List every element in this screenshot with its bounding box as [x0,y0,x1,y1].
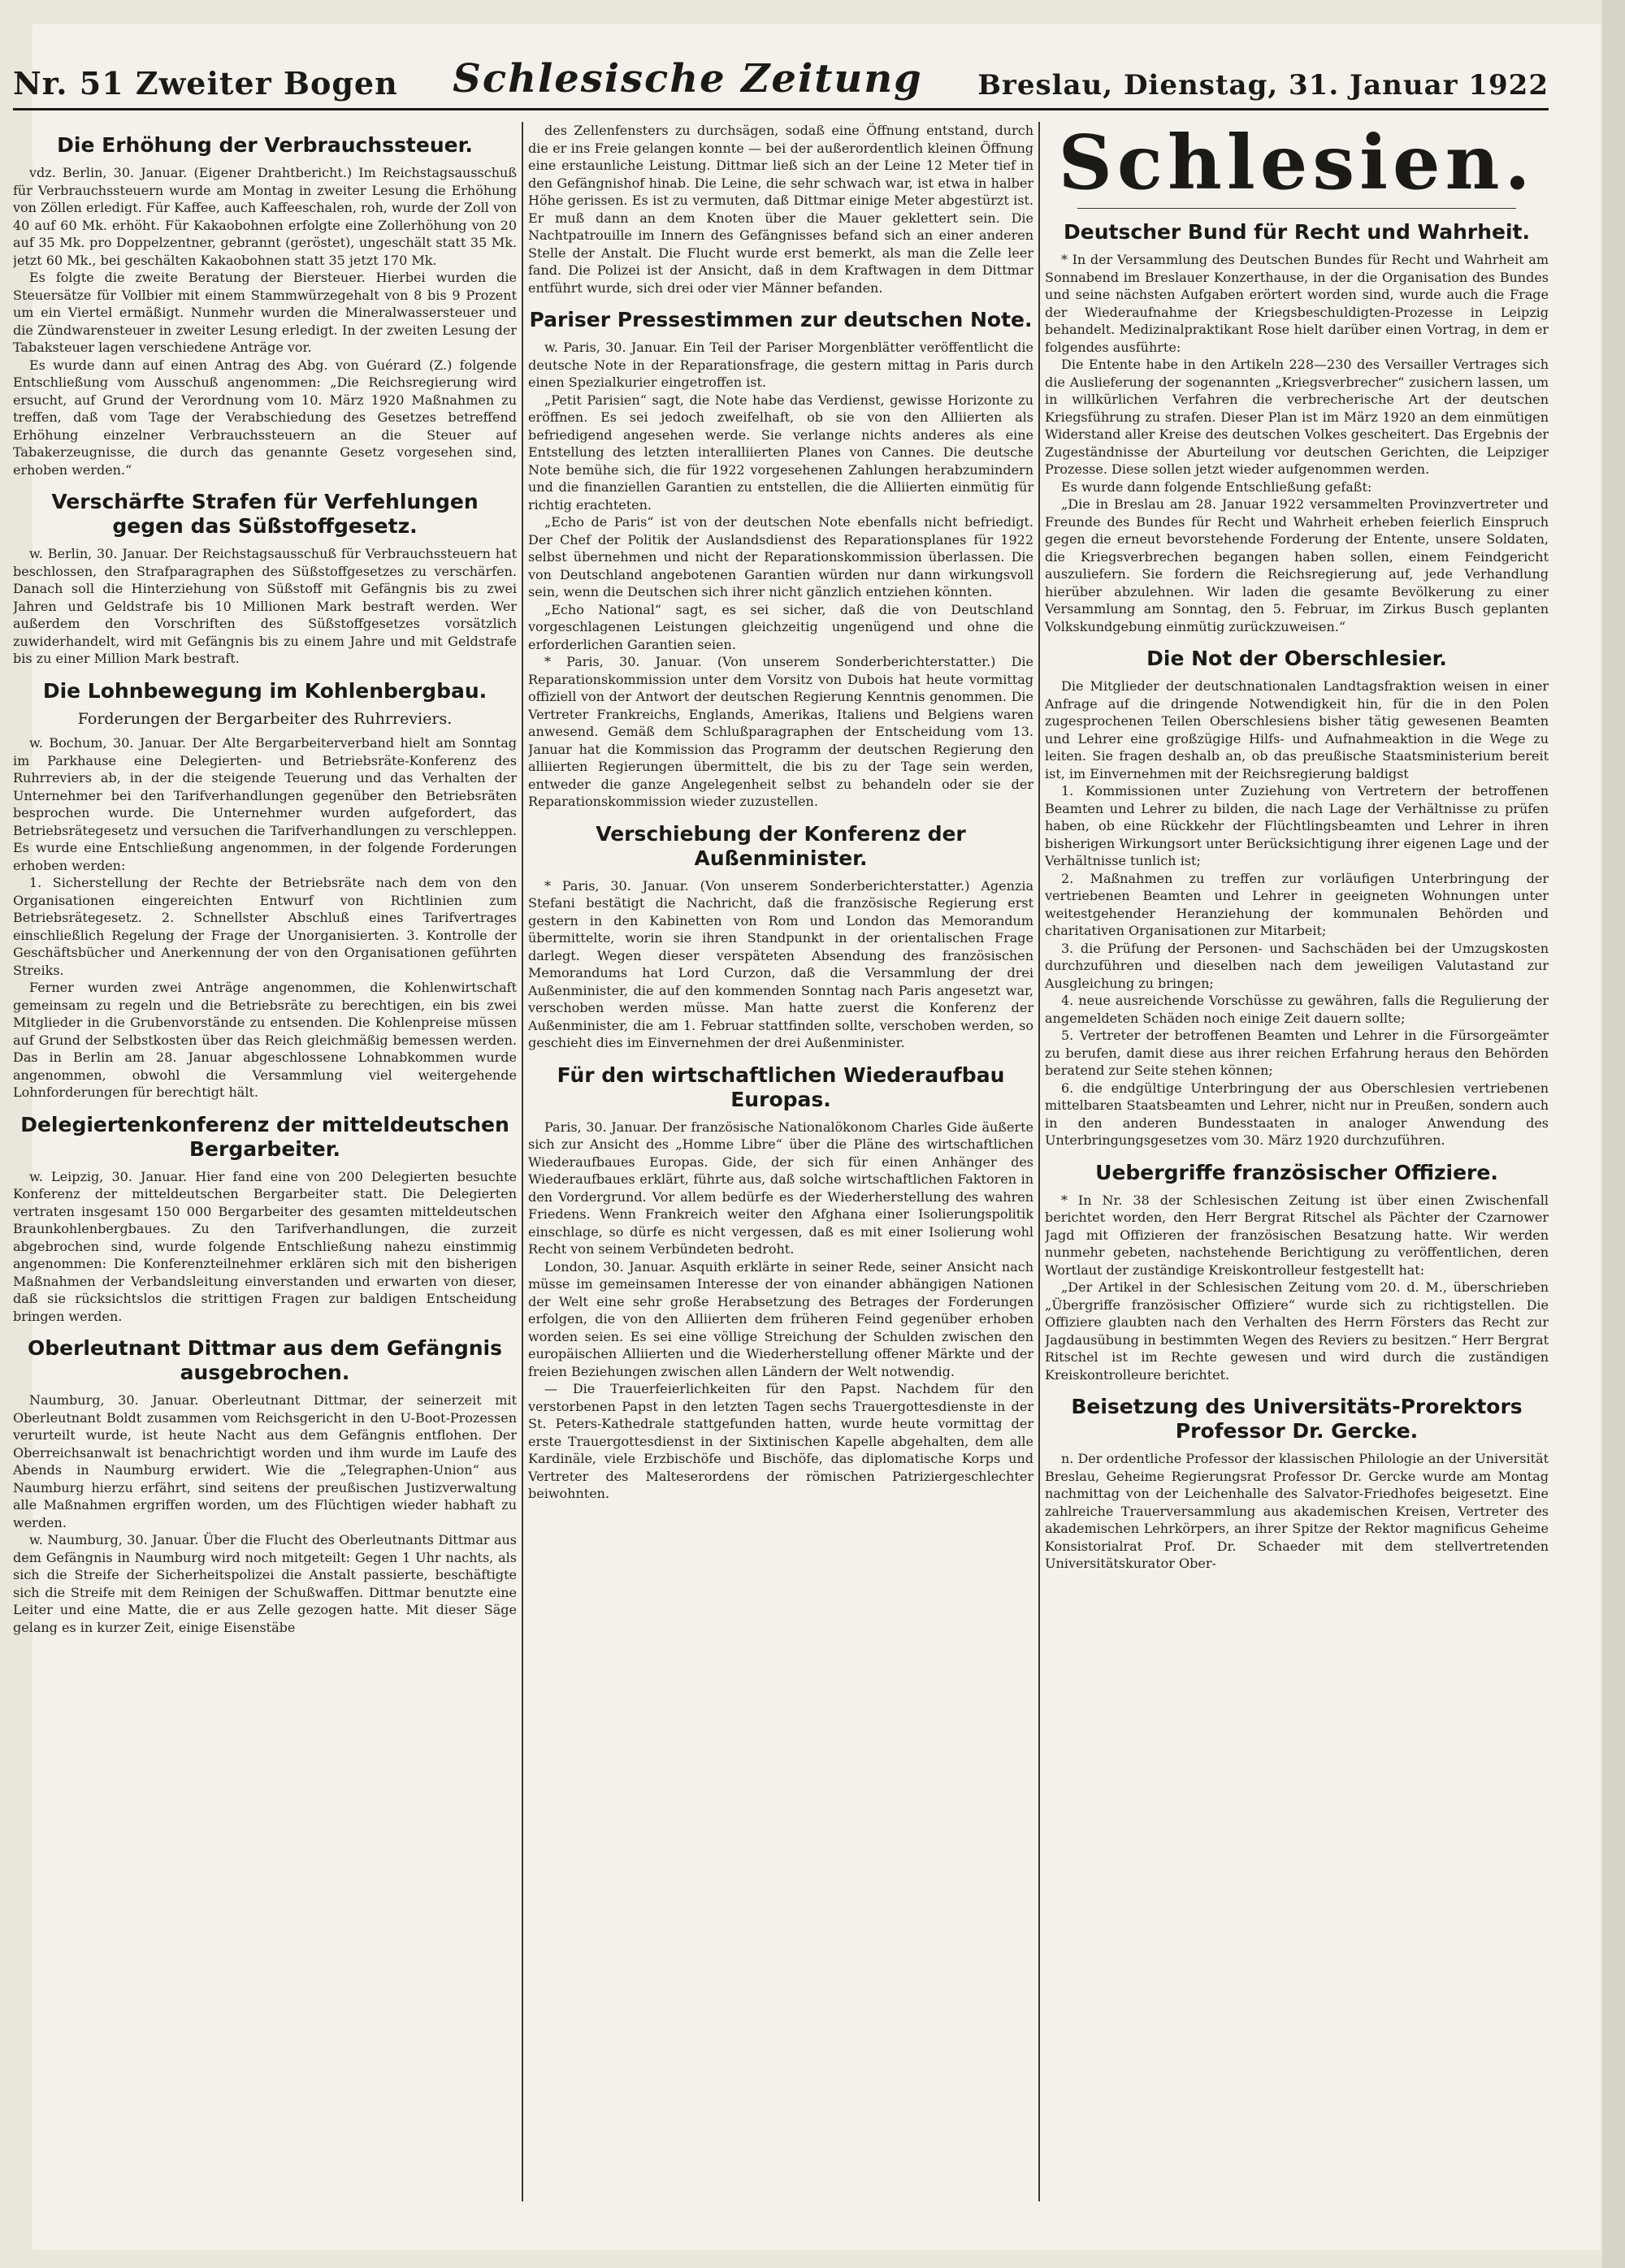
article-paragraph: w. Berlin, 30. Januar. Der Reichstagsausschuß für Verbrauchssteuern hat beschlossen, den Strafparagraphen des Süßstoffgesetzes zu verschärfen. Danach soll die Hinterziehung von Süßstoff mit Gefängnis bis zu zwei Jahren und Geldstrafe bis 10 Millionen Mark bestraft werden. Wer außerdem den Vorschriften des Süßstoffgesetzes vorsätzlich zuwiderhandelt, wird mit Gefängnis bis zu einem Jahre und mit Geldstrafe bis zu einer Million Mark bestraft. [13,546,517,666]
article-paragraph: 1. Sicherstellung der Rechte der Betriebsräte nach dem von den Organisationen eingereichten Entwurf von Richtlinien zum Betriebsrätegesetz. 2. Schnellster Abschluß eines Tarifvertrages einschließlich Regelung der Frage der Unorganisierten. 3. Kontrolle der Geschäftsbücher und Anerkennung der von den Organisationen geführten Streiks. [13,875,517,978]
article-paragraph: * In der Versammlung des Deutschen Bundes für Recht und Wahrheit am Sonnabend im Breslauer Konzerthause, in der die Organisation des Bundes und seine nächsten Aufgaben erörtert worden sind, wurde auch die Frage der Wiederaufnahme der Kriegsbeschuldigten-Prozesse in Leipzig behandelt. Medizinalpraktikant Rose hielt darüber einen Vortrag, in dem er folgendes ausführte: [1045,252,1549,355]
article-paragraph: „Die in Breslau am 28. Januar 1922 versammelten Provinzvertreter und Freunde des Bundes für Recht und Wahrheit erheben feierlich Einspruch gegen die erneut bevorstehende Forderung der Entente, unsere Soldaten, die Kriegsverbrechen begangen haben sollen, einem Feindgericht auszuliefern. Sie fordern die Reichsregierung auf, jede Verhandlung hierüber abzulehnen. Wir laden die gesamte Bevölkerung zu einer Versammlung am Sonntag, den 5. Februar, im Zirkus Busch geplanten Volkskundgebung einmütig zurückzuweisen.“ [1045,496,1549,634]
article-paragraph: Naumburg, 30. Januar. Oberleutnant Dittmar, der seinerzeit mit Oberleutnant Boldt zusammen vom Reichsgericht in den U-Boot-Prozessen verurteilt wurde, ist heute Nacht aus dem Gefängnis entflohen. Der Oberreichsanwalt ist benachrichtigt worden und ihm wurde im Laufe des Abends in Naumburg erwidert. Wie die „Telegraphen-Union“ aus Naumburg hierzu erfährt, sind seitens der preußischen Justizverwaltung alle Maßnahmen ergriffen worden, um des Flüchtigen wieder habhaft zu werden. [13,1392,517,1530]
article-paragraph: n. Der ordentliche Professor der klassischen Philologie an der Universität Breslau, Geheime Regierungsrat Professor Dr. Gercke wurde am Montag nachmittag von der Leichenhalle des Salvator-Friedhofes beigesetzt. Eine zahlreiche Trauerversammlung aus akademischen Kreisen, Vertreter des akademischen Lehrkörpers, an ihrer Spitze der Rektor magnificus Geheime Konsistorialrat Prof. Dr. Schaeder mit dem stellvertretenden Universitätskurator Ober- [1045,1451,1549,1571]
article [13,1336,517,1636]
article-paragraph: * In Nr. 38 der Schlesischen Zeitung ist über einen Zwischenfall berichtet worden, den Herr Bergrat Ritschel als Pächter der Czarnower Jagd mit Offizieren der französischen Besatzung hatte. Wir werden nunmehr gebeten, nachstehende Berichtigung zu veröffentlichen, deren Wortlaut der zuständige Kreiskontrolleur festgestellt hat: [1045,1192,1549,1278]
article-paragraph: „Der Artikel in der Schlesischen Zeitung vom 20. d. M., überschrieben „Übergriffe französischer Offiziere“ wurde sich zu richtigstellen. Die Offiziere glaubten nach den Verhalten des Herrn Försters das Recht zur Jagdausübung in bestimmten Wegen des Reviers zu besitzen.“ Herr Bergrat Ritschel ist im Rechte gewesen und wird durch die zuständigen Kreiskontrolleure berichtet. [1045,1279,1549,1383]
article-paragraph: w. Leipzig, 30. Januar. Hier fand eine von 200 Delegierten besuchte Konferenz der mitteldeutschen Bergarbeiter statt. Die Delegierten vertraten insgesamt 150 000 Bergarbeiter des gesamten mitteldeutschen Braunkohlenbergbaues. Zu den Tarifverhandlungen, die zurzeit abgebrochen sind, wurde folgende Entschließung nahezu einstimmig angenommen: Die Konferenzteilnehmer erklären sich mit den bisherigen Maßnahmen der Verbandsleitung einverstanden und erwarten von dieser, daß sie rücksichtslos die strittigen Fragen zur baldigen Entscheidung bringen werden. [13,1168,517,1324]
article [528,122,1034,296]
section-divider [1077,208,1516,209]
article-paragraph: w. Paris, 30. Januar. Ein Teil der Pariser Morgenblätter veröffentlicht die deutsche Note in der Reparationsfrage, die gestern mittag in Paris durch einen Spezialkurier eingetroffen ist. [528,340,1034,390]
article-paragraph: „Petit Parisien“ sagt, die Note habe das Verdienst, gewisse Horizonte zu eröffnen. Es sei jedoch zweifelhaft, ob sie von den Alliierten als befriedigend angesehen werde. Sie verlange nichts anderes als eine Entstellung des letzten interalliierten Planes von Cannes. Die deutsche Note bemühe sich, die für 1922 vorgesehenen Zahlungen herabzumindern und die finanziellen Garantien zu entstellen, die die Alliierten einmütig für richtig erachteten. [528,392,1034,513]
newspaper-title: Schlesische Zeitung [453,56,923,102]
article [1045,647,1549,1149]
article-paragraph: 1. Kommissionen unter Zuziehung von Vertretern der betroffenen Beamten und Lehrer zu bilden, die nach Lage der Verhältnisse zu prüfen haben, ob eine Rückkehr der Flüchtlingsbeamten und Lehrer in ihren bisherigen Wirkungsort unter Berücksichtigung ihrer eigenen Lage und der Verhältnisse tunlich ist; [1045,783,1549,868]
issue-number: Nr. 51 Zweiter Bogen [13,65,398,102]
article-headline: Deutscher Bund für Recht und Wahrheit. [1063,220,1531,244]
article-headline: Pariser Pressestimmen zur deutschen Note. [529,308,1033,331]
article-paragraph: * Paris, 30. Januar. (Von unserem Sonderberichterstatter.) Agenzia Stefani bestätigt die Nachricht, daß die französische Regierung erst gestern in den Kabinetten von Rom und London das Memorandum übermittelte, worin sie ihren Standpunkt in der orientalischen Frage darlegt. Wegen dieser verspäteten Absendung des französischen Memorandums hat Lord Curzon, daß die Versammlung der drei Außenminister, die auf den kommenden Sonntag nach Paris angesetzt war, verschoben werden müsse. Man hatte zuerst die Konferenz der Außenminister, die am 1. Februar stattfinden sollte, verschoben werden, so geschieht dies im Einvernehmen der drei Außenminister. [528,877,1034,1050]
article [1045,1161,1549,1384]
article [13,679,517,1102]
column-2 [528,122,1034,2201]
article-headline: Beisetzung des Universitäts-Prorektors Professor Dr. Gercke. [1071,1395,1523,1443]
article-paragraph: 5. Vertreter der betroffenen Beamten und Lehrer in die Fürsorgeämter zu berufen, damit diese aus ihrer reichen Erfahrung heraus den Behörden beratend zur Seite stehen können; [1045,1028,1549,1078]
article-headline: Verschiebung der Konferenz der Außenminister. [596,821,966,870]
article-paragraph: 6. die endgültige Unterbringung der aus Oberschlesien vertriebenen mittelbaren Staatsbeamten und Lehrer, nicht nur in Preußen, sondern auch in den anderen Bundesstaaten in analoger Anwendung des Unterbringungsgesetzes vom 30. März 1920 durchzuführen. [1045,1080,1549,1148]
page-spine [1602,0,1625,2268]
dateline: Breslau, Dienstag, 31. Januar 1922 [977,69,1549,102]
article-paragraph: London, 30. Januar. Asquith erklärte in seiner Rede, seiner Ansicht nach müsse im gemeinsamen Interesse der von einander abhängigen Nationen der Welt eine sehr große Herabsetzung des Betrages der Forderungen erfolgen, die von den Alliierten dem früheren Feind gegenüber erhoben worden seien. Es sei eine völlige Streichung der Schulden zwischen den europäischen Alliierten und die Wiederherstellung offener Märkte und der freien Beziehungen zwischen allen Ländern der Welt notwendig. [528,1258,1034,1379]
article-paragraph: * Paris, 30. Januar. (Von unserem Sonderberichterstatter.) Die Reparationskommission unter dem Vorsitz von Dubois hat heute vormittag offiziell von der Antwort der deutschen Regierung Kenntnis genommen. Die Vertreter Frankreichs, Englands, Amerikas, Italiens und Belgiens waren anwesend. Gemäß dem Schlußparagraphen der Entscheidung vom 13. Januar hat die Kommission das Programm der deutschen Regierung den alliierten Regierungen übermittelt, die bis zu der Tage sein werden, entweder die ganze Angelegenheit selbst zu behandeln oder sie der Reparationskommission wieder zuzustellen. [528,654,1034,809]
article [528,653,1034,811]
article-paragraph: des Zellenfensters zu durchsägen, sodaß eine Öffnung entstand, durch die er ins Freie gelangen konnte — bei der außerordentlich kleinen Öffnung eine erstaunliche Leistung. Dittmar ließ sich an der Leine 12 Meter tief in den Gefängnishof hinab. Die Leine, die sehr schwach war, ist etwa in halber Höhe gerissen. Es ist zu vermuten, daß Dittmar einige Meter abgestürzt ist. Er muß dann an dem Knoten über die Mauer geklettert sein. Die Nachtpatrouille im Innern des Gefängnisses befand sich an einer anderen Stelle der Anstalt. Die Flucht wurde erst bemerkt, als man die Zelle leer fand. Die Polizei ist der Ansicht, daß in dem Kraftwagen in dem Dittmar entführt wurde, sich drei oder vier Männer befanden. [528,123,1034,296]
article-paragraph: — Die Trauerfeierlichkeiten für den Papst. Nachdem für den verstorbenen Papst in den letzten Tagen sechs Trauergottesdienste in der St. Peters-Kathedrale stattgefunden hatten, wurde heute vormittag der erste Trauergottesdienst in der Sixtinischen Kapelle abgehalten, dem alle Kardinäle, viele Erzbischöfe und Bischöfe, das diplomatische Korps und Vertreter des Malteserordens der römischen Patriziergeschlechter beiwohnten. [528,1381,1034,1501]
article-headline: Oberleutnant Dittmar aus dem Gefängnis ausgebrochen. [27,1336,503,1385]
article-subheadline: Forderungen der Bergarbeiter des Ruhrreviers. [77,709,453,728]
article-paragraph: Die Mitglieder der deutschnationalen Landtagsfraktion weisen in einer Anfrage auf die dringende Notwendigkeit hin, für die in den Polen zugesprochenen Teilen Oberschlesiens bisher tätig gewesenen Beamten und Lehrer eine großzügige Hilfs- und Aufnahmeaktion in die Wege zu leiten. Sie fragen deshalb an, ob das preußische Staatsministerium bereit ist, im Einvernehmen mit der Reichsregierung baldigst [1045,678,1549,781]
article-paragraph: Es wurde dann folgende Entschließung gefaßt: [1061,478,1372,495]
article [528,822,1034,1052]
article-paragraph: „Echo de Paris“ ist von der deutschen Note ebenfalls nicht befriedigt. Der Chef der Politik der Auslandsdienst des Reparationsplanes für 1922 selbst übernehmen und nicht der Reparationskommission überlassen. Die von Deutschland angebotenen Garantien würden nur dann wirkungsvoll sein, wenn die Deutschen sich ihrer nicht gänzlich entziehen könnten. [528,514,1034,599]
article-paragraph: Ferner wurden zwei Anträge angenommen, die Kohlenwirtschaft gemeinsam zu regeln und die Betriebsräte zu berechtigen, ein bis zwei Mitglieder in die Grubenvorstände zu entsenden. Die Kohlenpreise müssen auf Grund der Selbstkosten über das Reich gleichmäßig bemessen werden. Das in Berlin am 28. Januar abgeschlossene Lohnabkommen wurde angenommen, obwohl die Versammlung viel weitergehende Lohnforderungen für berechtigt hält. [13,980,517,1101]
article-headline: Die Lohnbewegung im Kohlenbergbau. [42,678,488,703]
article-headline: Verschärfte Strafen für Verfehlungen gegen das Süßstoffgesetz. [51,490,479,538]
article-headline: Uebergriffe französischer Offiziere. [1095,1160,1498,1184]
article-paragraph: Die Entente habe in den Artikeln 228—230 des Versailler Vertrages sich die Auslieferung der sogenannten „Kriegsverbrecher“ zusichern lassen, um in willkürlichen Verfahren die verbrecherische Art der deutschen Kriegsführung zu strafen. Dieser Plan ist im März 1920 an dem einmütigen Widerstand aller Kreise des deutschen Volkes gescheitert. Das Ergebnis der Zugeständnisse der Aburteilung vor deutschen Gerichten, die Leipziger Prozesse. Diese sollen jetzt wieder aufgenommen werden. [1045,357,1549,477]
article-paragraph: w. Naumburg, 30. Januar. Über die Flucht des Oberleutnants Dittmar aus dem Gefängnis in Naumburg wird noch mitgeteilt: Gegen 1 Uhr nachts, als sich die Streife der Sicherheitspolizei die Anstalt passierte, beschäftigte sich die Streife mit dem Reinigen der Schußwaffen. Dittmar benutzte eine Leiter und eine Matte, die er aus Zelle gezogen hatte. Mit dieser Säge gelang es in kurzer Zeit, einige Eisenstäbe [13,1532,517,1635]
article-headline: Delegiertenkonferenz der mitteldeutschen Bergarbeiter. [20,1112,509,1161]
article-paragraph: „Echo National“ sagt, es sei sicher, daß die von Deutschland vorgeschlagenen Leistungen gleichzeitig ungenügend und ohne die erforderlichen Garantien seien. [528,601,1034,652]
column-rule [1038,122,1040,2201]
article-paragraph: Es folgte die zweite Beratung der Biersteuer. Hierbei wurden die Steuersätze für Vollbier mit einem Stammwürzegehalt von 8 bis 9 Prozent um ein Viertel ermäßigt. Nunmehr wurden die Mineralwassersteuer und die Zündwarensteuer in zweiter Lesung erledigt. In der zweiten Lesung der Tabaksteuer lagen verschiedene Anträge vor. [13,270,517,355]
article [13,133,517,478]
column-3 [1045,122,1549,2201]
column-1 [13,122,517,2201]
article [1045,1395,1549,1573]
column-rule [522,122,523,2201]
article [13,1113,517,1326]
article-paragraph: vdz. Berlin, 30. Januar. (Eigener Drahtbericht.) Im Reichstagsausschuß für Verbrauchssteuern wurde am Montag in zweiter Lesung die Erhöhung von Zöllen erledigt. Für Kaffee, auch Kaffeeschalen, roh, wurde der Zoll von 40 auf 60 Mk. erhöht. Für Kakaobohnen erfolgte eine Zollerhöhung von 20 auf 35 Mk. pro Doppelzentner, gebrannt (geröstet), ungeschält statt 35 Mk. jetzt 60 Mk., bei geschälten Kakaobohnen statt 35 jetzt 170 Mk. [13,165,517,268]
section-heading: Schlesien. [1058,122,1536,206]
article-headline: Die Not der Oberschlesier. [1146,647,1447,670]
article-paragraph: w. Bochum, 30. Januar. Der Alte Bergarbeiterverband hielt am Sonntag im Parkhause eine Delegierten- und Betriebsräte-Konferenz des Ruhrreviers ab, in der die steigende Teuerung und das Verhalten der Unternehmer bei den Tarifverhandlungen gegenüber den Betriebsräten besprochen wurde. Die Unternehmer wurden aufgefordert, das Betriebsrätegesetz und versuchen die Tarifverhandlungen zu verschleppen. Es wurde eine Entschließung angenommen, in der folgende Forderungen erhoben werden: [13,735,517,873]
article-paragraph: Paris, 30. Januar. Der französische Nationalökonom Charles Gide äußerte sich zur Ansicht des „Homme Libre“ über die Pläne des wirtschaftlichen Wiederaufbaues Europas. Gide, der sich für einen Anhänger des Wiederaufbaues erklärt, führte aus, daß solche wirtschaftlichen Faktoren in den Vordergrund. Vor allem bedürfe es der Wiederherstellung des wahren Friedens. Wenn Frankreich weiter den Afghana einer Isolierungspolitik einschlage, so dürfe es nicht vergessen, daß es mit einer Isolierung wohl Recht von seinem Verbündeten bedroht. [528,1119,1034,1257]
article-paragraph: Es wurde dann auf einen Antrag des Abg. von Guérard (Z.) folgende Entschließung vom Ausschuß angenommen: „Die Reichsregierung wird ersucht, auf Grund der Verordnung vom 10. März 1920 Maßnahmen zu treffen, daß vom Tage der Verabschiedung des Gesetzes betreffend Erhöhung einzelner Verbrauchssteuern an die Steuer auf Tabakerzeugnisse, die durch das genannte Gesetz vorgesehen sind, erhoben werden.“ [13,357,517,478]
article-paragraph: 2. Maßnahmen zu treffen zur vorläufigen Unterbringung der vertriebenen Beamten und Lehrer in geeigneten Wohnungen unter weitestgehender Heranziehung der kommunalen Behörden und charitativen Organisationen zur Mitarbeit; [1045,870,1549,938]
masthead [13,52,1549,110]
article [528,1063,1034,1503]
article-headline: Für den wirtschaftlichen Wiederaufbau Europas. [557,1063,1005,1111]
article-paragraph: 4. neue ausreichende Vorschüsse zu gewähren, falls die Regulierung der angemeldeten Schäden noch einige Zeit dauern sollte; [1045,993,1549,1026]
article-headline: Die Erhöhung der Verbrauchssteuer. [57,133,473,157]
article [528,308,1034,653]
article [13,490,517,668]
article-paragraph: 3. die Prüfung der Personen- und Sachschäden bei der Umzugskosten durchzuführen und dieselben nach dem jeweiligen Valutastand zur Ausgleichung zu bringen; [1045,940,1549,991]
article [1045,122,1549,635]
